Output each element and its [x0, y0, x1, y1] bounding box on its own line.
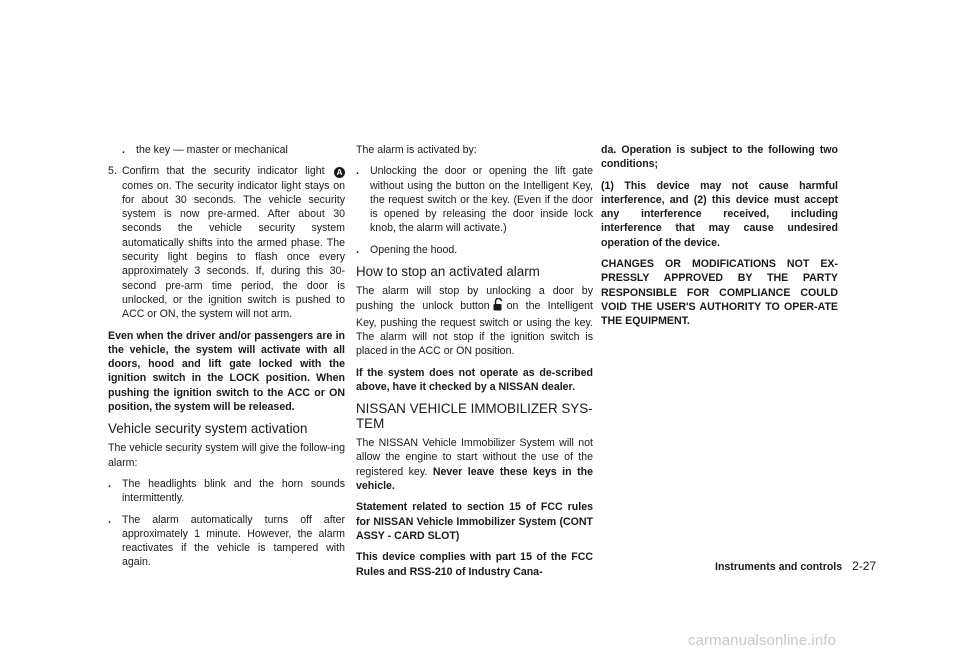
- fcc-complies: This device complies with part 15 of the FCC Rules and RSS-210 of Industry Cana-: [356, 551, 593, 578]
- step-number: 5.: [108, 165, 117, 178]
- alarm-bullet: [108, 513, 345, 570]
- alarm-bullet-text: The alarm automatically turns off after approximately 1 minute. However, the alarm reactivates if the vehicle is tampered with again.: [122, 513, 345, 569]
- activated-bullet-text: Unlocking the door or opening the lift gate without using the button on the Intelligent Key, the request switch or the key. (Even if the door is opened by releasing the door inside lock knob, the alarm will activate.): [370, 165, 593, 235]
- unlock-icon: [493, 298, 504, 315]
- heading-activation: Vehicle security system activation: [108, 421, 308, 437]
- bullet-key-text: the key — master or mechanical: [136, 144, 288, 156]
- column-middle: [356, 143, 593, 586]
- stop-warning: If the system does not operate as de-scribed above, have it checked by a NISSAN dealer.: [356, 366, 593, 393]
- column-left: [108, 143, 345, 577]
- alarm-bullet: [108, 477, 345, 506]
- footer-section-title: Instruments and controls: [715, 561, 843, 573]
- heading-stop-alarm: How to stop an activated alarm: [356, 264, 540, 280]
- alarm-bullet-text: The headlights blink and the horn sounds intermittently.: [122, 477, 345, 505]
- fcc-changes-warning: CHANGES OR MODIFICATIONS NOT EX-PRESSLY APPROVED BY THE PARTY RESPONSIBLE FOR COMPLIANCE COULD VOID THE USER'S AUTHORITY TO OPER-ATE THE EQUIPMENT.: [601, 258, 838, 328]
- activation-intro: The vehicle security system will give the follow-ing alarm:: [108, 442, 345, 469]
- stop-post: on the Intelligent Key, pushing the request switch or using the key. The alarm will not stop if the ignition switch is placed in the ACC or ON position.: [356, 300, 594, 358]
- bullet-dot: .: [122, 144, 125, 156]
- step-5: [108, 164, 345, 321]
- callout-a-icon: A: [334, 167, 345, 178]
- activated-bullet: [356, 243, 593, 257]
- column-right: [601, 143, 838, 336]
- step-5-pre: Confirm that the security indicator light: [122, 165, 325, 178]
- step-5-text: [122, 164, 345, 321]
- immobilizer-warning: Never leave these keys in the vehicle.: [356, 465, 593, 493]
- stop-pre: The alarm will stop by unlocking a door by pushing the unlock button: [356, 285, 593, 313]
- activated-bullet-text: Opening the hood.: [370, 243, 458, 256]
- step-5-post: comes on. The security indicator light stays on for about 30 seconds. The vehicle security system is now pre-armed. After about 30 seconds the vehicle security system automatically shifts into the armed phase. The security light begins to flash once every approximately 3 seconds. If, during this 30-second pre-arm time period, the door is unlocked, or the ignition switch is pushed to ACC or ON, the system will not arm.: [122, 179, 345, 321]
- page-number: 2-27: [852, 559, 877, 573]
- immobilizer-text: The NISSAN Vehicle Immobilizer System will not allow the engine to start without the use of the registered key.: [356, 437, 593, 478]
- warning-paragraph: Even when the driver and/or passengers are in the vehicle, the system will activate with all doors, hood and lift gate locked with the ignition switch in the LOCK position. When pushing the ignition switch to the ACC or ON position, the system will be released.: [108, 329, 345, 414]
- bullet-dot: .: [356, 165, 359, 178]
- bullet-dot: .: [108, 513, 111, 526]
- heading-immobilizer: NISSAN VEHICLE IMMOBILIZER SYS-TEM: [356, 401, 593, 432]
- activated-bullet: [356, 164, 593, 235]
- immobilizer-paragraph: [356, 436, 593, 493]
- fcc-conditions: (1) This device may not cause harmful interference, and (2) this device must accept any interference received, including interference that may cause undesired operation of the device.: [601, 179, 838, 249]
- stop-paragraph: [356, 284, 593, 358]
- bullet-dot: .: [356, 243, 359, 256]
- bullet-key-type: [122, 143, 345, 157]
- page-footer: [715, 559, 876, 573]
- watermark: carmanualsonline.info: [688, 632, 837, 649]
- fcc-statement: Statement related to section 15 of FCC rules for NISSAN Vehicle Immobilizer System (CONT ASSY - CARD SLOT): [356, 501, 593, 542]
- bullet-dot: .: [108, 477, 111, 490]
- fcc-continued: da. Operation is subject to the following two conditions;: [601, 144, 838, 171]
- activated-by: The alarm is activated by:: [356, 144, 477, 156]
